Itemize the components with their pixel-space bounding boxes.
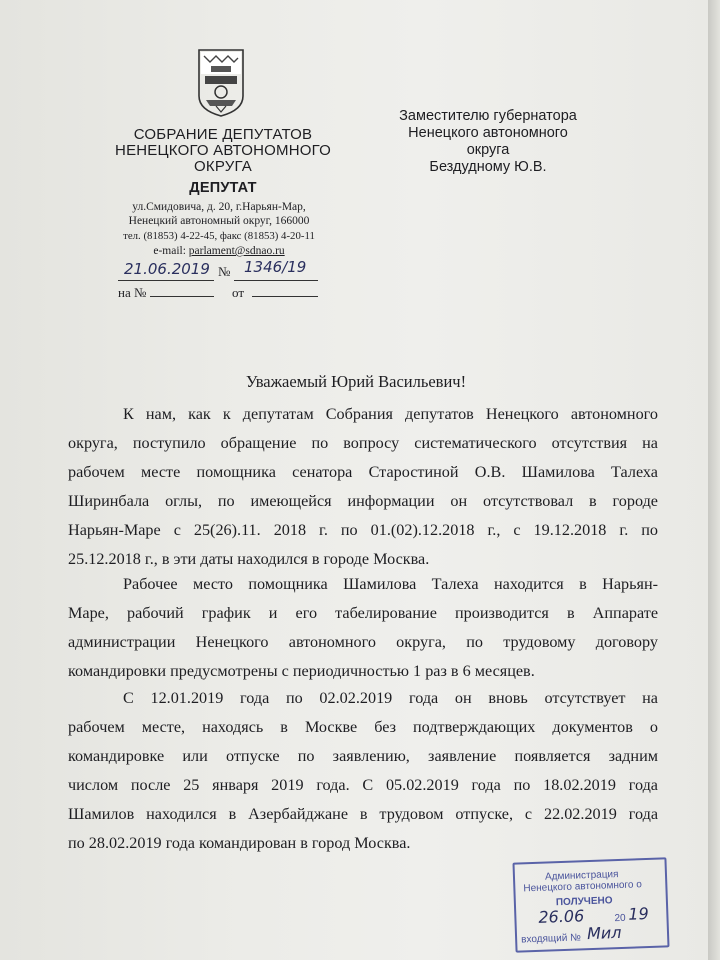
paragraph-line: С 12.01.2019 года по 02.02.2019 года он вновь отсутствует на [123,689,658,707]
address-line2: Ненецкий автономный округ, 166000 [128,215,310,227]
reply-number-line [150,296,214,297]
email-label: e-mail: [153,245,186,257]
received-stamp [512,857,669,952]
org-name-line2: НЕНЕЦКОГО АВТОНОМНОГО [115,142,331,159]
paragraph-line: Рабочее место помощника Шамилова Талеха находится в Нарьян- [123,575,658,593]
reply-label: на № [118,285,147,300]
paragraph-line: 25.12.2018 г., в эти даты находился в городе Москва. [68,550,430,568]
org-name-line1: СОБРАНИЕ ДЕПУТАТОВ [133,126,313,143]
email-line [116,245,322,258]
paragraph-line: Маре, рабочий график и его табелирование производится в Аппарате [68,604,658,622]
phone-fax-line: тел. (81853) 4-22-45, факс (81853) 4-20-11 [123,230,315,242]
addressee-line1: Заместителю губернатора [399,108,577,124]
addressee-block [388,108,588,176]
number-handwritten: 1346/19 [244,258,307,276]
number-sign: № [218,264,231,279]
paragraph-line: рабочем месте помощника сенатора Старостиной О.В. Шамилова Талеха [68,463,658,481]
stamp-org-line2: Ненецкого автономного о [523,879,642,895]
stamp-received: ПОЛУЧЕНО [555,895,613,909]
addressee-line3: Бездудному Ю.В. [429,159,547,175]
salutation: Уважаемый Юрий Васильевич! [245,372,467,391]
paragraph-2 [68,570,658,686]
coat-of-arms-icon [196,44,246,118]
paragraph-line: Шамилов находился в Азербайджане в трудовом отпуске, с 22.02.2019 года [68,805,658,823]
paragraph-line: администрации Ненецкого автономного округа, по трудовому договору [68,633,658,651]
number-field [234,258,318,281]
address-line1: ул.Смидовича, д. 20, г.Нарьян-Мар, [132,201,306,213]
role-title: ДЕПУТАТ [189,180,257,196]
stamp-date-handwritten: 26.06 [538,906,585,927]
paragraph-3 [68,684,658,858]
paragraph-line: Нарьян-Маре с 25(26).11. 2018 г. по 01.(02).12.2018 г., с 19.12.2018 г. по [68,521,658,539]
paragraph-line: рабочем месте, находясь в Москве без подтверждающих документов о [68,718,658,736]
paragraph-line: по 28.02.2019 года командирован в город Москва. [68,834,411,852]
stamp-org-line1: Администрация [544,869,619,883]
paragraph-line: командировки предусмотрены с периодичностью 1 раз в 6 месяцев. [68,662,535,680]
org-name-line3: ОКРУГА [194,158,252,175]
addressee-line2: Ненецкого автономного округа [408,125,568,158]
email-link[interactable]: parlament@sdnao.ru [188,245,285,257]
paragraph-line: округа, поступило обращение по вопросу систематического отсутствия на [68,434,658,452]
page-edge [708,0,720,960]
date-handwritten: 21.06.2019 [124,260,210,278]
paragraph-1 [68,400,658,574]
from-label: от [232,285,245,300]
from-date-line [252,296,318,297]
stamp-year-prefix: 20 [614,912,626,925]
paragraph-line: Ширинбала оглы, по имеющейся информации он отсутствовал в городе [68,492,658,510]
paragraph-line: К нам, как к депутатам Собрания депутатов Ненецкого автономного [123,405,658,423]
paragraph-line: командировке или отпуске по заявлению, заявление появляется задним [68,747,658,765]
stamp-incoming-label: входящий № [520,932,582,946]
stamp-incoming-handwritten: Мил [586,922,622,944]
paragraph-line: числом после 25 января 2019 года. С 05.02.2019 года по 18.02.2019 года [68,776,658,794]
stamp-year-handwritten: 19 [628,903,650,924]
date-field [118,262,214,281]
